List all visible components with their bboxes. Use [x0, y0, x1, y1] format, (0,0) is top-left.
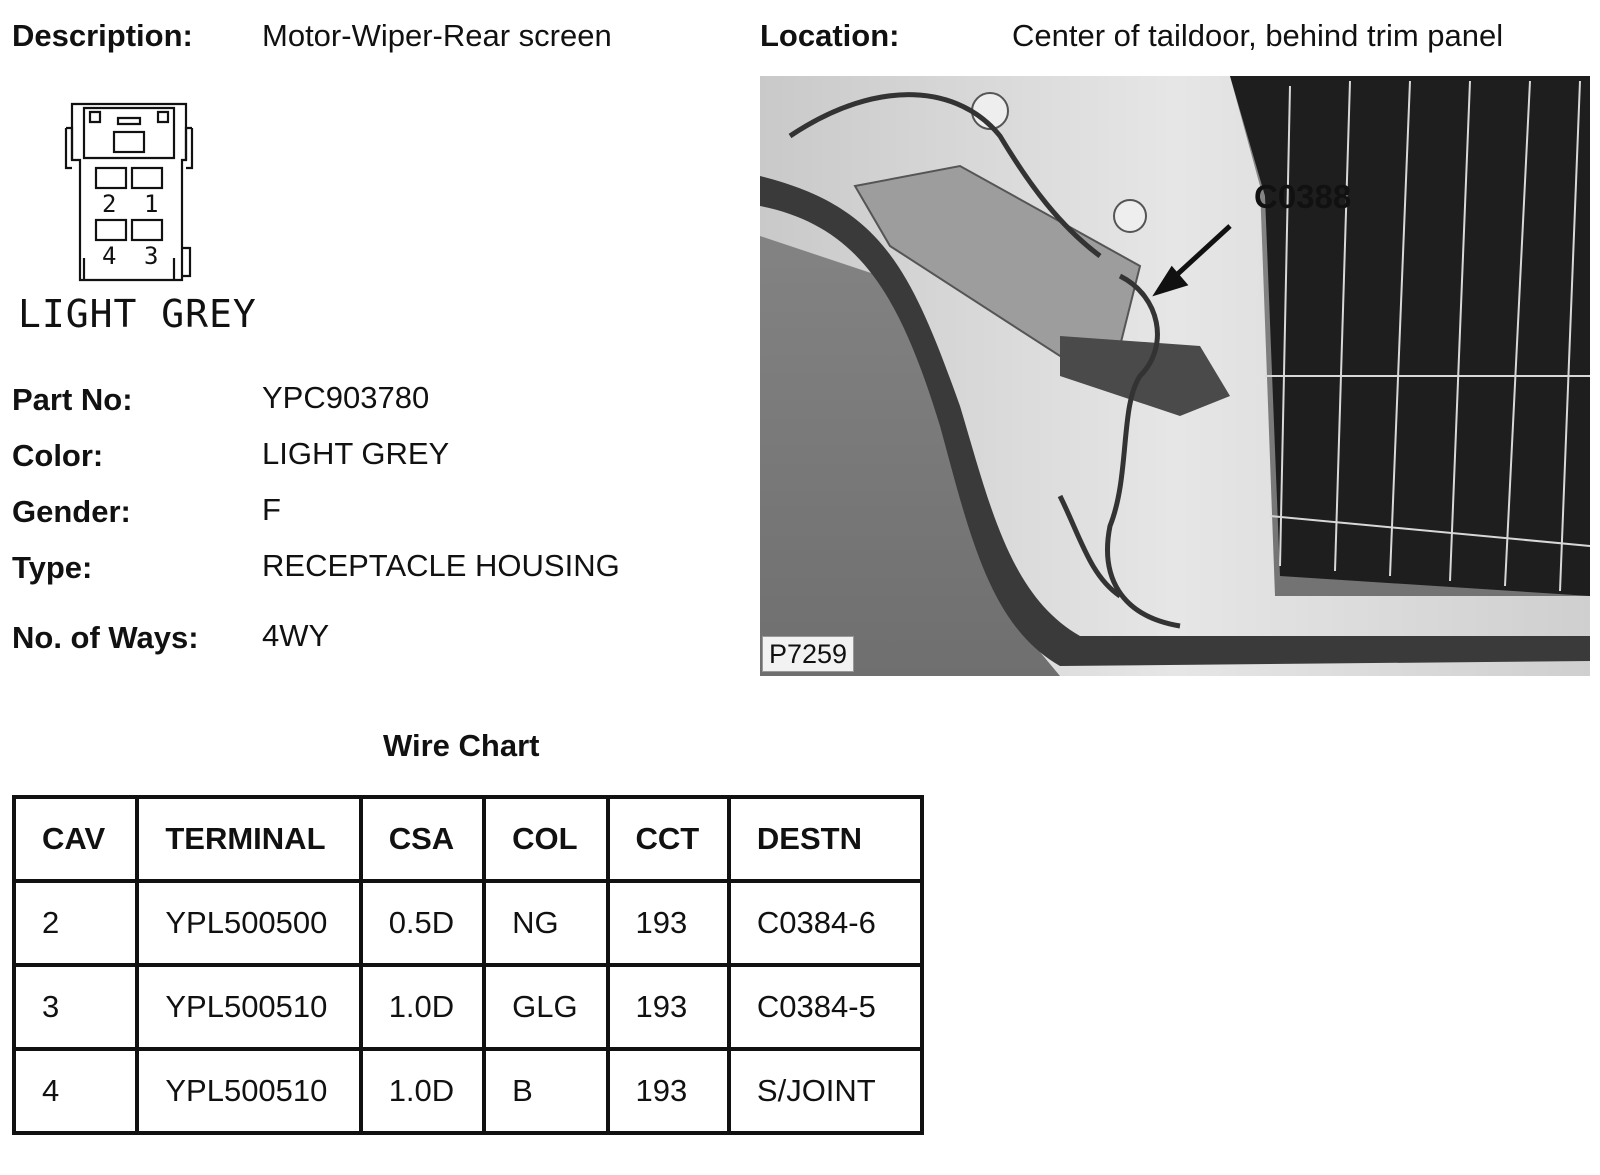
cavity-number-4: 4	[102, 242, 117, 270]
description-value: Motor-Wiper-Rear screen	[262, 18, 612, 53]
wire-chart-title: Wire Chart	[383, 728, 540, 763]
cell-col: NG	[484, 881, 607, 965]
cell-terminal: YPL500510	[137, 1049, 360, 1133]
connector-callout-label: C0388	[1254, 178, 1352, 215]
header-cav: CAV	[14, 797, 137, 881]
header-csa: CSA	[361, 797, 484, 881]
location-label: Location:	[760, 18, 900, 53]
table-row	[14, 965, 922, 1049]
cell-destn: C0384-6	[729, 881, 922, 965]
cavity-number-3: 3	[144, 242, 159, 270]
type-label: Type:	[12, 550, 93, 585]
cell-cct: 193	[608, 1049, 729, 1133]
part-no-label: Part No:	[12, 382, 133, 417]
header-cct: CCT	[608, 797, 729, 881]
header-destn: DESTN	[729, 797, 922, 881]
table-header-row	[14, 797, 922, 881]
cell-destn: C0384-5	[729, 965, 922, 1049]
photo-reference-tag: P7259	[762, 636, 854, 672]
ways-value: 4WY	[262, 618, 330, 653]
ways-label: No. of Ways:	[12, 620, 199, 655]
cell-csa: 0.5D	[361, 881, 484, 965]
description-label: Description:	[12, 18, 193, 53]
connector-color-caption: LIGHT GREY	[18, 292, 257, 336]
cell-cct: 193	[608, 881, 729, 965]
color-value: LIGHT GREY	[262, 436, 450, 471]
type-value: RECEPTACLE HOUSING	[262, 548, 620, 583]
cavity-number-1: 1	[144, 190, 159, 218]
color-label: Color:	[12, 438, 104, 473]
connector-face-diagram	[60, 98, 200, 288]
gender-value: F	[262, 492, 281, 527]
cell-destn: S/JOINT	[729, 1049, 922, 1133]
wire-chart-table	[12, 795, 924, 1135]
cell-terminal: YPL500500	[137, 881, 360, 965]
cell-csa: 1.0D	[361, 1049, 484, 1133]
part-no-value: YPC903780	[262, 380, 430, 415]
header-col: COL	[484, 797, 607, 881]
cell-csa: 1.0D	[361, 965, 484, 1049]
cell-col: GLG	[484, 965, 607, 1049]
location-value: Center of taildoor, behind trim panel	[1012, 18, 1504, 53]
cavity-number-2: 2	[102, 190, 117, 218]
cell-cct: 193	[608, 965, 729, 1049]
cell-cav: 3	[14, 965, 137, 1049]
table-row	[14, 1049, 922, 1133]
cell-cav: 4	[14, 1049, 137, 1133]
location-photo	[760, 76, 1590, 676]
table-row	[14, 881, 922, 965]
cell-cav: 2	[14, 881, 137, 965]
gender-label: Gender:	[12, 494, 131, 529]
header-terminal: TERMINAL	[137, 797, 360, 881]
cell-terminal: YPL500510	[137, 965, 360, 1049]
cell-col: B	[484, 1049, 607, 1133]
